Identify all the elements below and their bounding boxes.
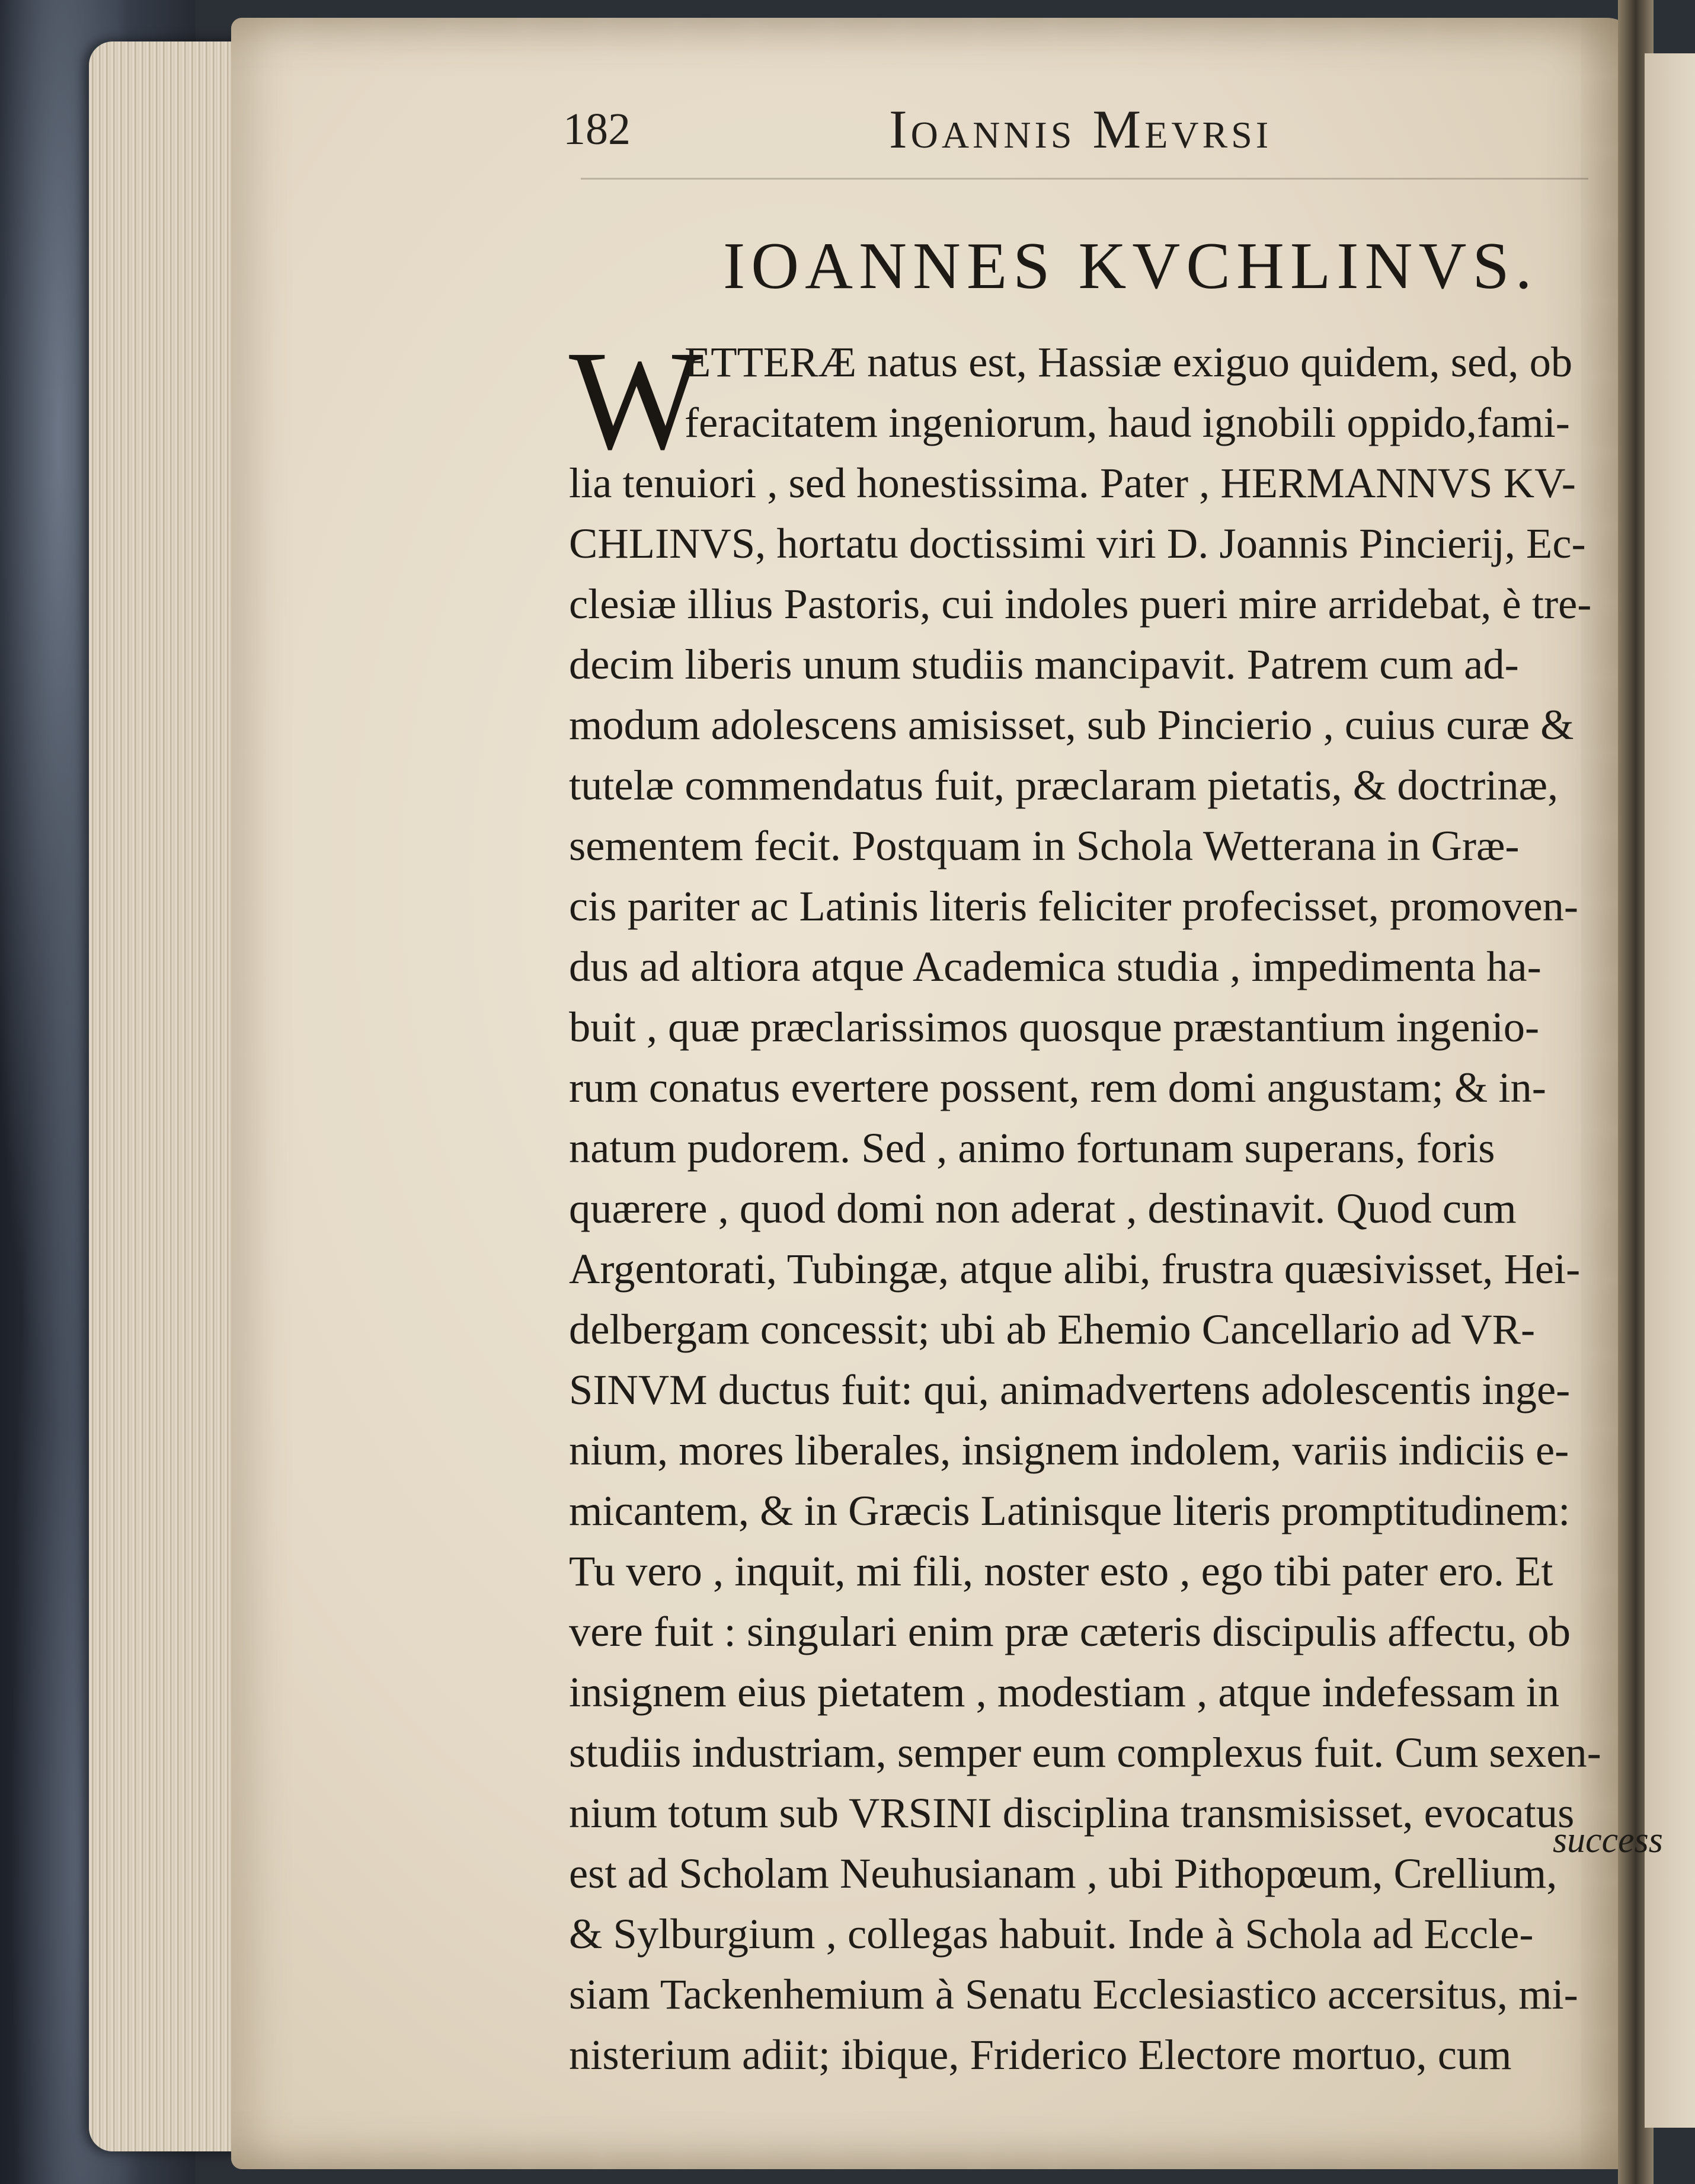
text-line: SINVM ductus fuit: qui, animadvertens adolescentis inge- [569,1366,1571,1414]
text-line: siam Tackenhemium à Senatu Ecclesiastico accersitus, mi- [569,1970,1578,2018]
text-line: & Sylburgium , collegas habuit. Inde à Schola ad Eccle- [569,1910,1534,1958]
text-line: natum pudorem. Sed , animo fortunam superans, foris [569,1124,1495,1172]
text-line: nium totum sub VRSINI disciplina transmisisset, evocatus [569,1789,1575,1837]
text-line: nium, mores liberales, insignem indolem, variis indiciis e- [569,1426,1569,1474]
text-line: vere fuit : singulari enim præ cæteris discipulis affectu, ob [569,1607,1571,1655]
text-line: dus ad altiora atque Academica studia , impedimenta ha- [569,942,1542,990]
text-line: delbergam concessit; ubi ab Ehemio Cancellario ad VR- [569,1305,1536,1353]
text-line: sementem fecit. Postquam in Schola Wetterana in Græ- [569,821,1520,869]
text-line: micantem, & in Græcis Latinisque literis promptitudinem: [569,1486,1571,1534]
text-line: lia tenuiori , sed honestissima. Pater , HERMANNVS KV- [569,459,1576,507]
text-line: tutelæ commendatus fuit, præclaram pietatis, & doctrinæ, [569,761,1559,809]
text-line: quærere , quod domi non aderat , destinavit. Quod cum [569,1184,1517,1232]
drop-cap-initial: W [569,321,703,479]
text-line: studiis industriam, semper eum complexus fuit. Cum sexen- [569,1728,1601,1776]
text-line: feracitatem ingeniorum, haud ignobili oppido,fami- [685,398,1570,446]
page-number: 182 [563,104,631,154]
catchword: success [1553,1820,1663,1860]
text-line: CHLINVS, hortatu doctissimi viri D. Joannis Pincierij, Ec- [569,519,1586,567]
text-line: modum adolescens amisisset, sub Pincierio , cuius curæ & [569,701,1574,749]
text-line: est ad Scholam Neuhusianam , ubi Pithopœum, Crellium, [569,1849,1558,1897]
text-line: buit , quæ præclarissimos quosque præstantium ingenio- [569,1003,1540,1051]
body-text [569,321,1615,2085]
header-rule [581,178,1588,180]
chapter-title: IOANNES KVCHLINVS. [723,229,1538,303]
text-line: decim liberis unum studiis mancipavit. Patrem cum ad- [569,640,1519,688]
text-line: rum conatus evertere possent, rem domi angustam; & in- [569,1063,1546,1111]
text-line: Tu vero , inquit, mi fili, noster esto , ego tibi pater ero. Et [569,1547,1553,1595]
text-line: nisterium adiit; ibique, Friderico Electore mortuo, cum [569,2030,1512,2079]
text-line: insignem eius pietatem , modestiam , atque indefessam in [569,1668,1560,1716]
running-head: Ioannis Mevrsi [889,99,1272,159]
facing-page-edge [1645,53,1695,2128]
text-line: Argentorati, Tubingæ, atque alibi, frustra quæsivisset, Hei- [569,1245,1581,1293]
text-line: ETTERÆ natus est, Hassiæ exiguo quidem, sed, ob [685,338,1573,386]
text-line: clesiæ illius Pastoris, cui indoles pueri mire arridebat, è tre- [569,580,1592,628]
text-line: cis pariter ac Latinis literis feliciter profecisset, promoven- [569,882,1579,930]
